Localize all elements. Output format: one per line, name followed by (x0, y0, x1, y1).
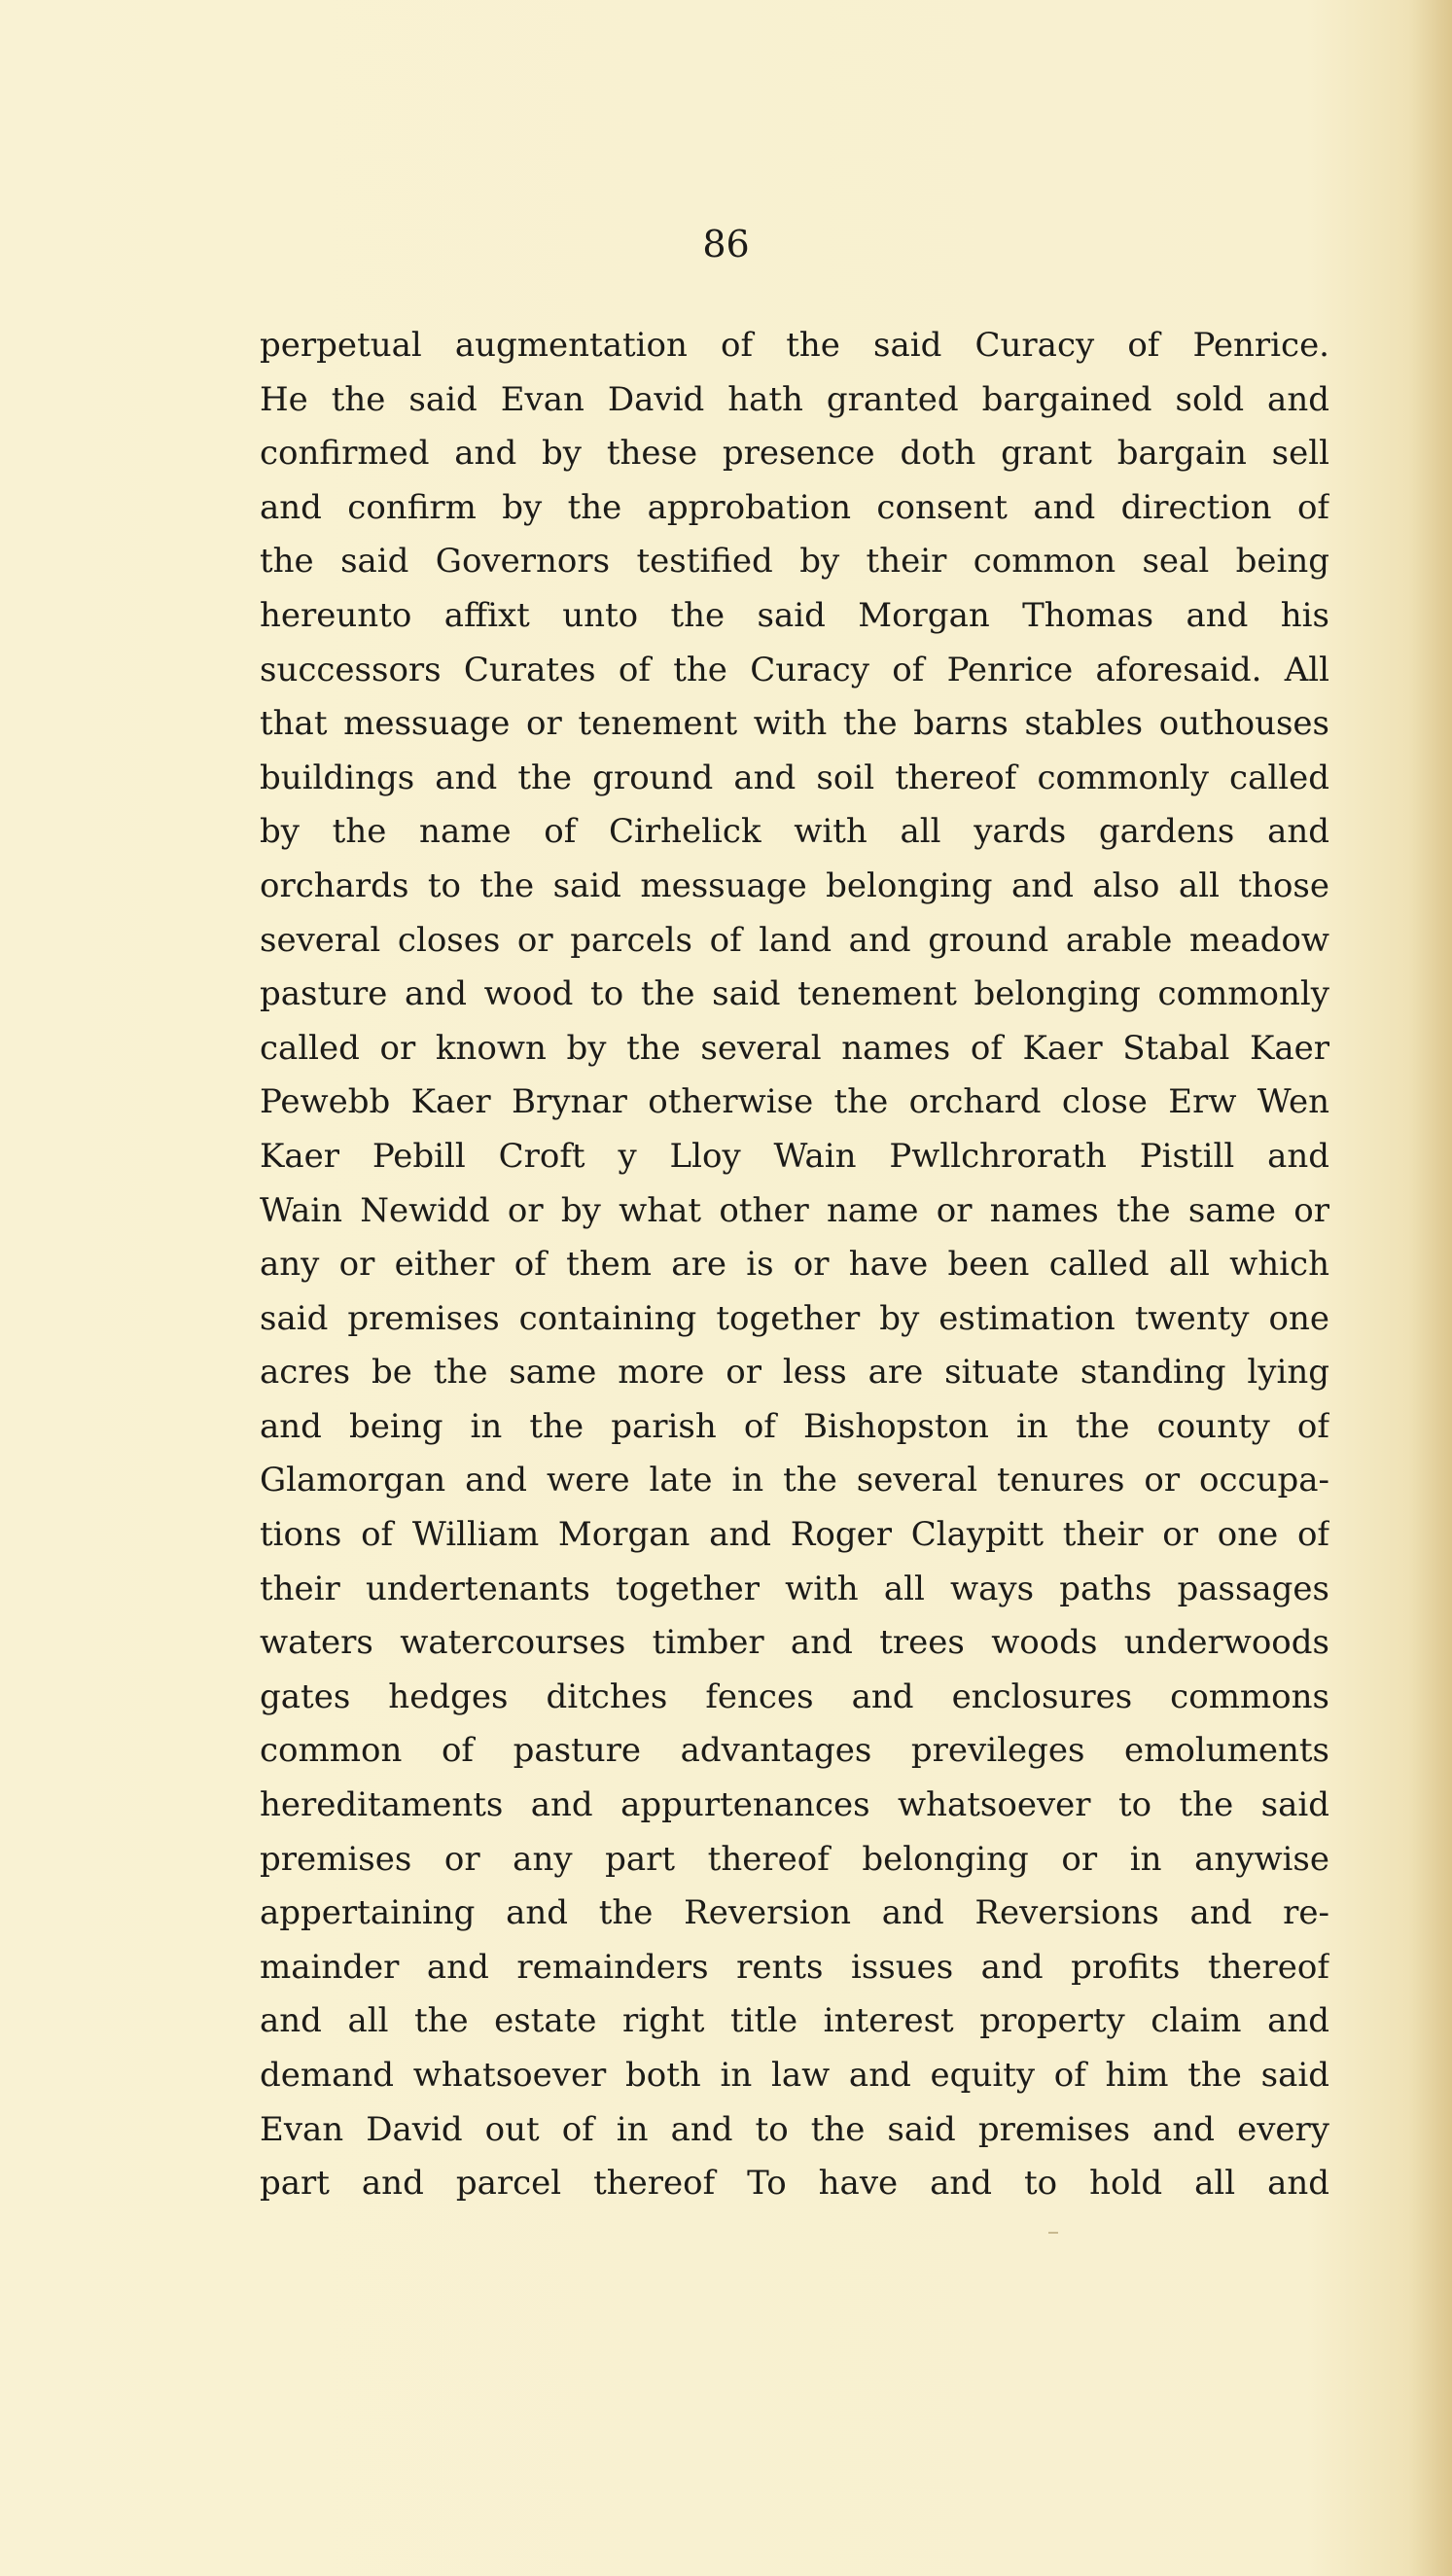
text-line: several closes or parcels of land and ground arable meadow (260, 920, 1329, 960)
text-line: gates hedges ditches fences and enclosures commons (260, 1676, 1329, 1716)
text-line: common of pasture advantages previleges emoluments (260, 1731, 1329, 1771)
text-line: He the said Evan David hath granted bargained sold and (260, 379, 1329, 419)
text-line: part and parcel thereof To have and to hold all and (260, 2164, 1329, 2204)
text-line: orchards to the said messuage belonging and also all those (260, 865, 1329, 905)
text-line: called or known by the several names of Kaer Stabal Kaer (260, 1028, 1329, 1068)
text-line: mainder and remainders rents issues and profits thereof (260, 1947, 1329, 1987)
text-line: tions of William Morgan and Roger Claypitt their or one of (260, 1515, 1329, 1555)
text-line: appertaining and the Reversion and Reversions and re- (260, 1893, 1329, 1933)
text-line: by the name of Cirhelick with all yards gardens and (260, 812, 1329, 852)
text-line: the said Governors testified by their common seal being (260, 542, 1329, 582)
text-line: Kaer Pebill Croft y Lloy Wain Pwllchrorath Pistill and (260, 1136, 1329, 1176)
text-line: hereditaments and appurtenances whatsoever to the said (260, 1785, 1329, 1825)
text-line: waters watercourses timber and trees woods underwoods (260, 1623, 1329, 1663)
text-line: acres be the same more or less are situate standing lying (260, 1353, 1329, 1393)
text-line: demand whatsoever both in law and equity of him the said (260, 2056, 1329, 2095)
text-line: that messuage or tenement with the barns stables outhouses (260, 704, 1329, 744)
text-line: premises or any part thereof belonging or in anywise (260, 1839, 1329, 1879)
text-line: any or either of them are is or have been called all which (260, 1245, 1329, 1285)
text-line: and confirm by the approbation consent and direction of (260, 487, 1329, 527)
page-number: 86 (702, 223, 750, 265)
text-line: pasture and wood to the said tenement belonging commonly (260, 974, 1329, 1014)
stray-mark (1048, 2232, 1058, 2234)
text-line: Wain Newidd or by what other name or names the same or (260, 1190, 1329, 1230)
text-line: and all the estate right title interest property claim and (260, 2001, 1329, 2041)
text-line: and being in the parish of Bishopston in the county of (260, 1406, 1329, 1446)
text-line: buildings and the ground and soil thereof commonly called (260, 758, 1329, 797)
text-line: hereunto affixt unto the said Morgan Thomas and his (260, 595, 1329, 635)
text-line: Evan David out of in and to the said premises and every (260, 2109, 1329, 2149)
text-line: perpetual augmentation of the said Curacy of Penrice. (260, 326, 1329, 365)
text-line: successors Curates of the Curacy of Penrice aforesaid. All (260, 650, 1329, 689)
text-line: Glamorgan and were late in the several tenures or occupa- (260, 1461, 1329, 1500)
text-line: their undertenants together with all ways paths passages (260, 1569, 1329, 1608)
text-line: said premises containing together by estimation twenty one (260, 1298, 1329, 1338)
text-line: Pewebb Kaer Brynar otherwise the orchard close Erw Wen (260, 1082, 1329, 1122)
text-line: confirmed and by these presence doth grant bargain sell (260, 434, 1329, 474)
body-text (260, 319, 1329, 2211)
